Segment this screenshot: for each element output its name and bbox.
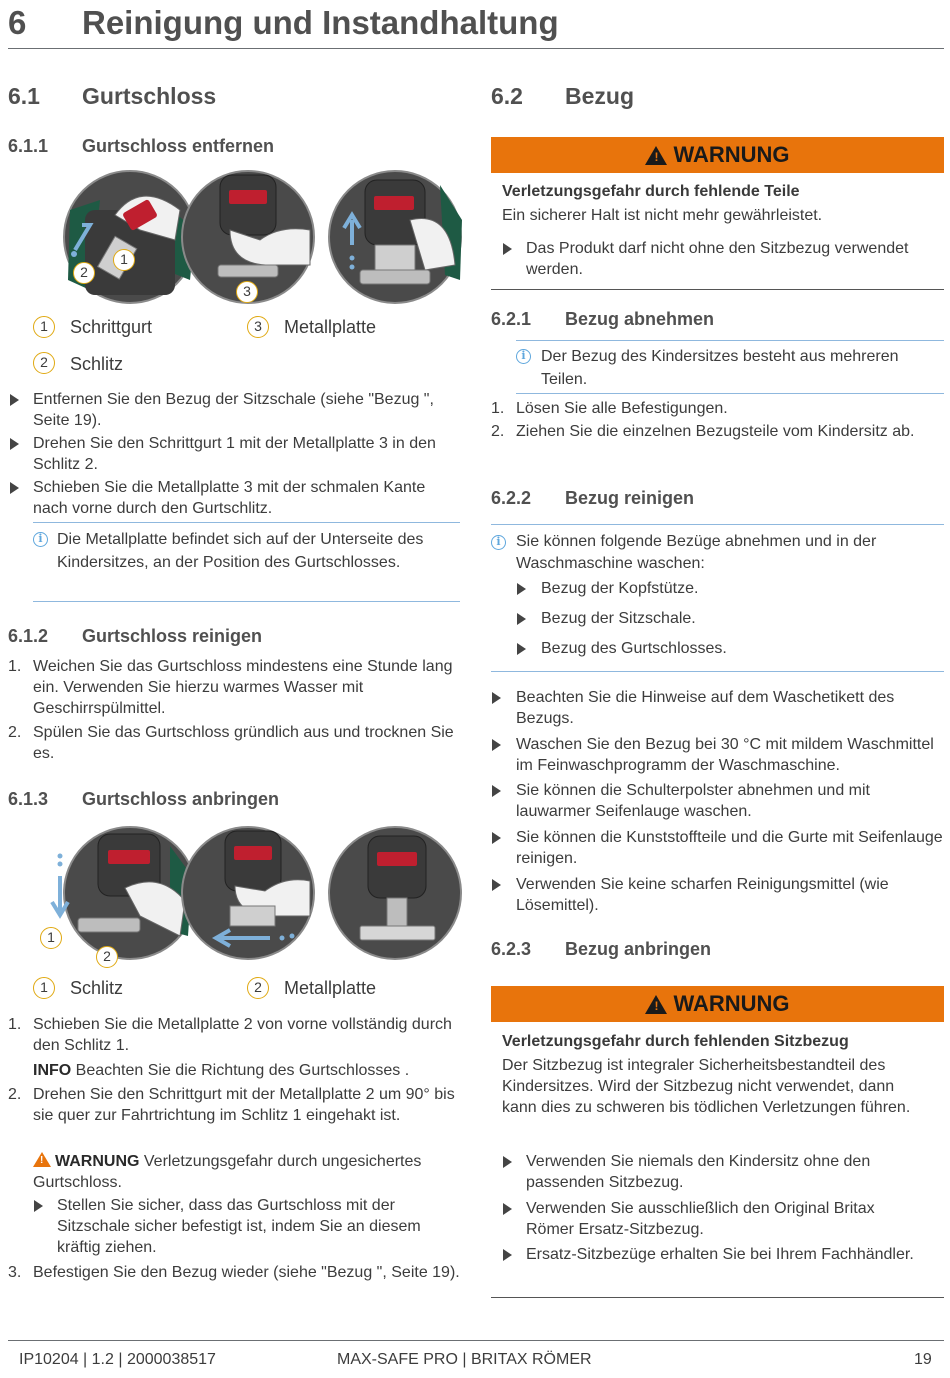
warning-heading: Verletzungsgefahr durch fehlenden Sitzbezug	[502, 1033, 849, 1050]
warning-action: Stellen Sie sicher, dass das Gurtschloss mit der Sitzschale sicher befestigt ist, indem Sie an diesem kräftig ziehen.	[57, 1197, 421, 1256]
section-6-2-2-number: 6.2.2	[491, 488, 532, 508]
section-6-2-3-number: 6.2.3	[491, 939, 532, 959]
step-number: 1.	[491, 400, 505, 417]
step-text: Lösen Sie alle Befestigungen.	[516, 400, 728, 417]
illustration-5	[182, 827, 314, 959]
info-text: Die Metallplatte befindet sich auf der Unterseite des Kindersitzes, an der Position des Gurtschlosses.	[57, 531, 424, 571]
info-note	[33, 1060, 463, 1081]
page-number: 19	[914, 1351, 932, 1368]
section-6-1-3-title: Gurtschloss anbringen	[82, 789, 280, 809]
section-6-1-2-title: Gurtschloss reinigen	[82, 626, 263, 646]
info-rule-bottom	[33, 601, 460, 602]
section-6-1-2-number: 6.1.2	[8, 626, 49, 646]
illustration-3	[329, 171, 462, 303]
info-label: INFO	[33, 1062, 72, 1079]
footer-rule	[8, 1340, 944, 1341]
bullet-arrow-icon	[10, 394, 19, 406]
step-text: Drehen Sie den Schrittgurt mit der Metallplatte 2 um 90° bis sie quer zur Fahrtrichtung im Schlitz 1 eingehakt ist.	[33, 1086, 455, 1124]
warning-text: Ein sicherer Halt ist nicht mehr gewährleistet.	[502, 207, 823, 224]
step-number: 2.	[8, 1086, 22, 1103]
warning-text: Verletzungsgefahr durch ungesichertes Gurtschloss.	[33, 1153, 422, 1191]
warning-icon: !	[645, 995, 667, 1014]
illustration-6	[329, 827, 461, 959]
bullet-arrow-icon	[517, 583, 526, 595]
warning-action: Ersatz-Sitzbezüge erhalten Sie bei Ihrem Fachhändler.	[526, 1246, 914, 1263]
warning-action: Verwenden Sie niemals den Kindersitz ohne den passenden Sitzbezug.	[526, 1153, 871, 1191]
step-number: 2.	[8, 724, 22, 741]
chapter-number: 6	[8, 4, 27, 41]
step-number: 1.	[8, 1016, 22, 1033]
bullet-text: Sie können die Kunststoffteile und die Gurte mit Seifenlauge reinigen.	[516, 829, 943, 867]
step-text: Weichen Sie das Gurtschloss mindestens eine Stunde lang ein. Verwenden Sie hierzu warmes Wasser mit Geschirrspülmittel.	[33, 658, 453, 717]
chapter-title: Reinigung und Instandhaltung	[82, 4, 559, 41]
legend-number: 1	[33, 977, 55, 999]
warning-rule	[491, 1297, 944, 1298]
info-note-text: Beachten Sie die Richtung des Gurtschlosses .	[75, 1062, 410, 1079]
bullet-text: Waschen Sie den Bezug bei 30 °C mit mildem Waschmittel im Feinwaschprogramm der Waschmaschine.	[516, 736, 934, 774]
chapter-rule	[8, 48, 944, 49]
bullet-arrow-icon	[503, 1203, 512, 1215]
section-6-2-1-title: Bezug abnehmen	[565, 309, 715, 329]
illu-callout: 2	[73, 262, 95, 284]
bullet-arrow-icon	[10, 438, 19, 450]
bullet-arrow-icon	[492, 739, 501, 751]
info-icon: i	[516, 349, 531, 364]
info-text: Sie können folgende Bezüge abnehmen und in der Waschmaschine waschen:	[516, 533, 877, 572]
step-text: Befestigen Sie den Bezug wieder (siehe "Bezug ", Seite 19).	[33, 1264, 460, 1281]
legend-number: 2	[33, 352, 55, 374]
step-text: Schieben Sie die Metallplatte 3 mit der schmalen Kante nach vorne durch den Gurtschlitz.	[33, 479, 426, 517]
warning-icon: !	[33, 1152, 51, 1167]
warning-heading: Verletzungsgefahr durch fehlende Teile	[502, 183, 800, 200]
bullet-arrow-icon	[34, 1200, 43, 1212]
bullet-text: Verwenden Sie keine scharfen Reinigungsmittel (wie Lösemittel).	[516, 876, 889, 914]
bullet-arrow-icon	[503, 1156, 512, 1168]
info-rule-bottom	[516, 393, 944, 394]
footer-doc-id: IP10204 | 1.2 | 2000038517	[19, 1351, 216, 1368]
warning-icon: !	[645, 146, 667, 165]
warning-label: WARNUNG	[55, 1153, 140, 1170]
section-6-2-1-number: 6.2.1	[491, 309, 532, 329]
legend-label: Schlitz	[70, 354, 124, 374]
footer-product: MAX-SAFE PRO | BRITAX RÖMER	[337, 1351, 592, 1368]
legend-number: 3	[247, 316, 269, 338]
legend-number: 1	[33, 316, 55, 338]
attach-buckle-illustrations	[30, 826, 465, 961]
illustration-4	[52, 827, 196, 959]
bullet-arrow-icon	[492, 879, 501, 891]
sub-item: Bezug der Kopfstütze.	[541, 580, 699, 597]
section-6-1-number: 6.1	[8, 83, 40, 109]
illu-callout: 2	[96, 946, 118, 968]
legend-label: Schrittgurt	[70, 317, 153, 337]
legend-label: Metallplatte	[284, 317, 377, 337]
step-number: 3.	[8, 1264, 22, 1281]
section-6-2-3-title: Bezug anbringen	[565, 939, 712, 959]
warning-rule	[491, 289, 944, 290]
inline-warning	[33, 1151, 463, 1193]
bullet-arrow-icon	[492, 785, 501, 797]
illu-callout: 3	[236, 281, 258, 303]
warning-action: Verwenden Sie ausschließlich den Original Britax Römer Ersatz-Sitzbezug.	[526, 1200, 875, 1238]
bullet-arrow-icon	[503, 243, 512, 255]
section-6-1-1-title: Gurtschloss entfernen	[82, 136, 275, 156]
legend-label: Schlitz	[70, 978, 124, 998]
section-6-1-3-number: 6.1.3	[8, 789, 49, 809]
legend-number: 2	[247, 977, 269, 999]
info-rule-top	[516, 340, 944, 341]
illu-callout: 1	[40, 927, 62, 949]
sub-item: Bezug des Gurtschlosses.	[541, 640, 727, 657]
warning-banner	[491, 137, 944, 173]
sub-item: Bezug der Sitzschale.	[541, 610, 696, 627]
bullet-arrow-icon	[492, 692, 501, 704]
bullet-arrow-icon	[492, 832, 501, 844]
step-text: Entfernen Sie den Bezug der Sitzschale (siehe "Bezug ", Seite 19).	[33, 391, 434, 429]
info-text: Der Bezug des Kindersitzes besteht aus mehreren Teilen.	[541, 348, 899, 388]
warning-banner-label: WARNUNG	[673, 991, 790, 1016]
step-text: Drehen Sie den Schrittgurt 1 mit der Metallplatte 3 in den Schlitz 2.	[33, 435, 436, 473]
warning-text: Der Sitzbezug ist integraler Sicherheitsbestandteil des Kindersitzes. Wird der Sitzbezug nicht verwendet, dann kann dies zu schweren bis tödlichen Verletzungen führen.	[502, 1057, 911, 1116]
info-icon: i	[33, 532, 48, 547]
bullet-text: Beachten Sie die Hinweise auf dem Waschetikett des Bezugs.	[516, 689, 895, 727]
section-6-2-2-title: Bezug reinigen	[565, 488, 695, 508]
bullet-arrow-icon	[10, 482, 19, 494]
bullet-arrow-icon	[517, 613, 526, 625]
bullet-text: Sie können die Schulterpolster abnehmen und mit lauwarmer Seifenlauge waschen.	[516, 782, 870, 820]
info-rule-top	[491, 524, 944, 525]
bullet-arrow-icon	[503, 1249, 512, 1261]
info-rule-bottom	[491, 671, 944, 672]
legend-label: Metallplatte	[284, 978, 377, 998]
info-rule-top	[33, 522, 460, 523]
step-number: 1.	[8, 658, 22, 675]
warning-action: Das Produkt darf nicht ohne den Sitzbezug verwendet werden.	[526, 240, 909, 278]
step-number: 2.	[491, 423, 505, 440]
info-icon: i	[491, 535, 506, 550]
section-6-1-title: Gurtschloss	[82, 83, 217, 109]
section-6-2-number: 6.2	[491, 83, 523, 109]
section-6-1-1-number: 6.1.1	[8, 136, 49, 156]
section-6-2-title: Bezug	[565, 83, 634, 109]
step-text: Spülen Sie das Gurtschloss gründlich aus und trocknen Sie es.	[33, 724, 454, 762]
illu-callout: 1	[113, 249, 135, 271]
warning-banner-label: WARNUNG	[673, 142, 790, 167]
warning-banner	[491, 986, 944, 1022]
step-text: Schieben Sie die Metallplatte 2 von vorne vollständig durch den Schlitz 1.	[33, 1016, 452, 1054]
step-text: Ziehen Sie die einzelnen Bezugsteile vom Kindersitz ab.	[516, 423, 915, 440]
bullet-arrow-icon	[517, 643, 526, 655]
